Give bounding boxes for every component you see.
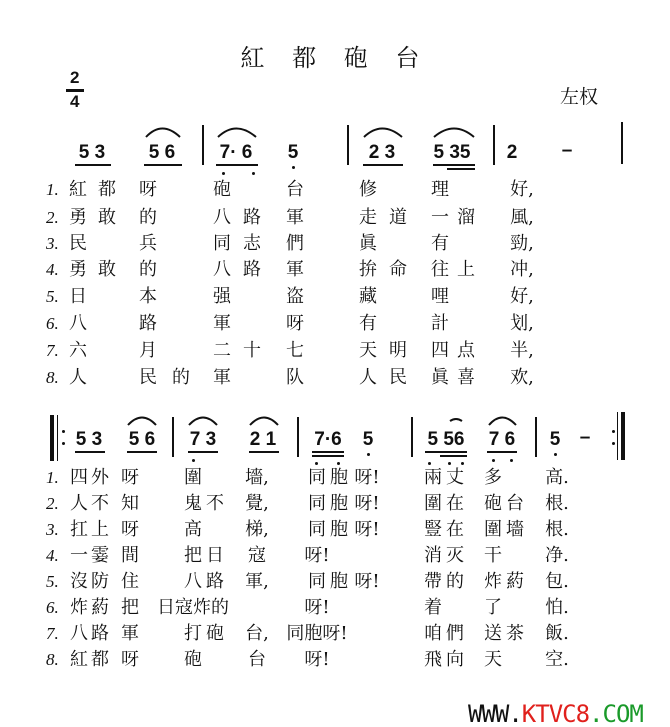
lyric-syllable: 包.	[545, 571, 569, 592]
watermark-com: .COM	[589, 700, 643, 727]
lyric-syllable: 台	[286, 179, 304, 200]
lyric-syllable: 呀!	[354, 519, 380, 540]
lyric-syllable: 茶	[506, 623, 524, 644]
lyric-syllable: 眞	[359, 233, 377, 254]
lyric-syllable: 的	[172, 367, 190, 388]
lyric-syllable: 净.	[545, 545, 569, 566]
lyric-syllable: 人	[69, 367, 87, 388]
lyric-syllable: 紅	[69, 179, 87, 200]
lyric-syllable: 好,	[510, 286, 534, 307]
time-sig-bottom: 4	[70, 92, 80, 111]
note-group: 5 6	[128, 429, 156, 450]
lyric-syllable: 軍	[121, 623, 139, 644]
note-group: 7· 6	[219, 142, 253, 163]
lyric-syllable: 根.	[545, 493, 569, 514]
lyric-syllable: 炸	[70, 597, 88, 618]
lyric-syllable: 多	[484, 467, 502, 488]
note: 2	[506, 142, 518, 163]
lyric-syllable: 的	[139, 259, 157, 280]
lyric-syllable: 外	[91, 467, 109, 488]
lyric-syllable: 同	[308, 493, 326, 514]
lyric-syllable: 眞	[431, 367, 449, 388]
lyric-syllable: 們	[286, 233, 304, 254]
lyric-syllable: 本	[139, 286, 157, 307]
watermark-logo	[468, 700, 643, 727]
verse-number: 4.	[46, 260, 59, 279]
note-group: 7 3	[189, 429, 217, 450]
lyric-syllable: 軍	[213, 313, 231, 334]
note-group: 5 3	[78, 142, 106, 163]
lyric-syllable: 鬼	[184, 493, 202, 514]
slur	[146, 129, 180, 138]
lyric-syllable: 台,	[245, 623, 269, 644]
lyric-syllable: 風,	[510, 207, 534, 228]
lyric-syllable: 八	[69, 313, 87, 334]
note: 5	[287, 142, 299, 163]
lyric-syllable: 一	[70, 545, 88, 566]
lyric-syllable: 冲,	[510, 259, 534, 280]
lyric-syllable: 都	[98, 179, 116, 200]
lyric-syllable: 呀	[286, 313, 304, 334]
lyric-syllable: 梯,	[245, 519, 269, 540]
note-group: 2 3	[368, 142, 396, 163]
lyric-syllable: 軍	[286, 259, 304, 280]
lyric-syllable: 人	[359, 367, 377, 388]
lyric-syllable: 道	[389, 207, 407, 228]
lyric-syllable: 呀!	[304, 545, 330, 566]
lyric-syllable: 呀!	[304, 597, 330, 618]
verse-number: 3.	[46, 234, 59, 253]
lyric-syllable: 同	[308, 571, 326, 592]
lyric-syllable: 欢,	[510, 367, 534, 388]
lyric-syllable: 計	[431, 313, 449, 334]
verse-number: 5.	[46, 572, 59, 591]
lyric-syllable: 灭	[446, 545, 464, 566]
lyric-syllable: 呀	[139, 179, 157, 200]
lyric-syllable: 知	[121, 493, 139, 514]
lyric-syllable: 民	[69, 233, 87, 254]
lyric-syllable: 敢	[98, 259, 116, 280]
lyric-syllable: 呀	[121, 467, 139, 488]
lyric-syllable: 台	[506, 493, 524, 514]
lyric-syllable: 二	[213, 340, 231, 361]
verse-number: 2.	[46, 208, 59, 227]
lyric-syllable: 路	[243, 259, 261, 280]
lyric-syllable: 根.	[545, 519, 569, 540]
lyric-syllable: 天	[359, 340, 377, 361]
lyric-syllable: 向	[446, 649, 464, 670]
lyric-syllable: 喜	[457, 367, 475, 388]
slur	[189, 418, 217, 426]
lyric-syllable: 的	[446, 571, 464, 592]
lyric-syllable: 軍,	[245, 571, 269, 592]
lyric-syllable: 胞	[330, 493, 348, 514]
lyric-syllable: 兵	[139, 233, 157, 254]
lyric-syllable: 高.	[545, 467, 569, 488]
lyric-syllable: 上	[457, 259, 475, 280]
lyric-syllable: 呀	[121, 519, 139, 540]
lyric-syllable: 住	[121, 571, 139, 592]
watermark-www: WWW.	[468, 700, 522, 727]
lyric-syllable: 扛	[70, 519, 88, 540]
note-group: 5 6	[148, 142, 176, 163]
lyric-syllable: 八	[70, 623, 88, 644]
note: 5	[549, 429, 561, 450]
lyric-syllable: 路	[243, 207, 261, 228]
lyric-syllable: 消	[424, 545, 442, 566]
lyric-syllable: 台	[248, 649, 266, 670]
song-title: 紅 都 砲 台	[240, 44, 430, 72]
lyric-syllable: 八	[213, 259, 231, 280]
lyric-syllable: 覺,	[245, 493, 269, 514]
slur	[364, 129, 402, 138]
lyric-syllable: 兩	[424, 467, 442, 488]
verse-number: 5.	[46, 287, 59, 306]
verse-number: 8.	[46, 368, 59, 387]
verse-number: 3.	[46, 520, 59, 539]
lyric-syllable: 怕.	[545, 597, 569, 618]
note-group: 5 3	[75, 429, 103, 450]
note-group: 7·6	[314, 429, 342, 450]
lyric-syllable: 把	[121, 597, 139, 618]
lyric-syllable: 都	[91, 649, 109, 670]
lyric-syllable: 呀!	[354, 571, 380, 592]
lyric-syllable: 間	[121, 545, 139, 566]
lyric-syllable: 上	[91, 519, 109, 540]
lyric-syllable: 队	[286, 367, 304, 388]
verse-number: 4.	[46, 546, 59, 565]
note-group: 2 1	[249, 429, 277, 450]
lyric-syllable: 的	[139, 207, 157, 228]
slur	[250, 418, 278, 426]
lyric-syllable: 圍	[484, 519, 502, 540]
lyric-syllable: 哩	[431, 286, 449, 307]
lyric-syllable: 圍	[184, 467, 202, 488]
lyric-syllable: 防	[91, 571, 109, 592]
lyric-syllable: 呀!	[304, 649, 330, 670]
lyric-syllable: 勇	[69, 207, 87, 228]
lyric-syllable: 六	[69, 340, 87, 361]
dash: –	[561, 140, 573, 161]
lyric-syllable: 咱	[424, 623, 442, 644]
lyric-syllable: 砲	[206, 623, 224, 644]
lyric-syllable: 月	[139, 340, 157, 361]
verse-number: 7.	[46, 624, 59, 643]
lyric-syllable: 炸	[484, 571, 502, 592]
lyric-syllable: 天	[484, 649, 502, 670]
lyric-syllable: 軍	[213, 367, 231, 388]
lyric-syllable: 明	[389, 340, 407, 361]
lyric-syllable: 圍	[424, 493, 442, 514]
note: 5	[362, 429, 374, 450]
slur	[489, 418, 516, 426]
verse-number: 7.	[46, 341, 59, 360]
lyric-syllable: 日寇炸的	[157, 597, 229, 618]
lyric-syllable: 同	[213, 233, 231, 254]
lyric-syllable: 打	[184, 623, 202, 644]
lyric-syllable: 半,	[510, 340, 534, 361]
lyric-syllable: 走	[359, 207, 377, 228]
lyric-syllable: 在	[446, 493, 464, 514]
lyric-syllable: 路	[139, 313, 157, 334]
lyric-syllable: 民	[389, 367, 407, 388]
lyric-syllable: 勁,	[510, 233, 534, 254]
lyric-syllable: 胞	[330, 467, 348, 488]
slur	[450, 419, 462, 421]
lyric-syllable: 四	[70, 467, 88, 488]
lyric-syllable: 豎	[424, 519, 442, 540]
lyric-syllable: 路	[91, 623, 109, 644]
verse-number: 1.	[46, 180, 59, 199]
lyric-syllable: 砲	[484, 493, 502, 514]
lyric-syllable: 八	[213, 207, 231, 228]
lyric-syllable: 溜	[457, 207, 475, 228]
lyric-syllable: 命	[389, 259, 407, 280]
lyric-syllable: 民	[139, 367, 157, 388]
watermark-brand: KTVC8	[521, 700, 590, 727]
lyric-syllable: 敢	[98, 207, 116, 228]
note-group: 7 6	[488, 429, 516, 450]
lyric-syllable: 寇	[248, 545, 266, 566]
lyric-syllable: 不	[91, 493, 109, 514]
lyric-syllable: 十	[243, 340, 261, 361]
lyric-syllable: 軍	[286, 207, 304, 228]
slur	[434, 129, 474, 138]
verse-number: 2.	[46, 494, 59, 513]
lyric-syllable: 送	[484, 623, 502, 644]
lyric-syllable: 人	[70, 493, 88, 514]
lyric-syllable: 砲	[184, 649, 202, 670]
verse-number: 6.	[46, 598, 59, 617]
lyric-syllable: 修	[359, 179, 377, 200]
lyric-syllable: 高	[184, 519, 202, 540]
lyric-syllable: 呀	[121, 649, 139, 670]
lyric-syllable: 紅	[70, 649, 88, 670]
note-group: 5 35	[433, 142, 471, 163]
lyric-syllable: 路	[206, 571, 224, 592]
lyric-syllable: 呀!	[354, 493, 380, 514]
lyric-syllable: 强	[213, 286, 231, 307]
lyric-syllable: 飯.	[545, 623, 569, 644]
lyric-syllable: 有	[359, 313, 377, 334]
lyric-syllable: 拚	[359, 259, 377, 280]
lyric-syllable: 葯	[506, 571, 524, 592]
lyric-syllable: 有	[431, 233, 449, 254]
lyric-syllable: 勇	[69, 259, 87, 280]
lyric-syllable: 着	[424, 597, 442, 618]
lyric-syllable: 丈	[446, 467, 464, 488]
lyric-syllable: 飛	[424, 649, 442, 670]
note-group: 5 56	[427, 429, 465, 450]
lyric-syllable: 日	[206, 545, 224, 566]
lyric-syllable: 理	[431, 179, 449, 200]
slur	[218, 129, 256, 138]
lyric-syllable: 們	[446, 623, 464, 644]
lyric-syllable: 干	[484, 545, 502, 566]
lyric-syllable: 藏	[359, 286, 377, 307]
verse-number: 6.	[46, 314, 59, 333]
lyric-syllable: 日	[69, 286, 87, 307]
lyric-syllable: 葯	[91, 597, 109, 618]
lyric-syllable: 同胞呀!	[286, 623, 348, 644]
lyric-syllable: 把	[184, 545, 202, 566]
lyric-syllable: 砲	[213, 179, 231, 200]
lyric-syllable: 墻,	[245, 467, 269, 488]
slur	[128, 418, 156, 426]
dash: –	[579, 427, 591, 448]
lyric-syllable: 在	[446, 519, 464, 540]
lyric-syllable: 同	[308, 519, 326, 540]
lyric-syllable: 不	[206, 493, 224, 514]
lyric-syllable: 沒	[70, 571, 88, 592]
lyric-syllable: 空.	[545, 649, 569, 670]
lyric-syllable: 霎	[91, 545, 109, 566]
lyric-syllable: 盗	[286, 286, 304, 307]
lyric-syllable: 划,	[510, 313, 534, 334]
verse-number: 1.	[46, 468, 59, 487]
lyric-syllable: 帶	[424, 571, 442, 592]
lyric-syllable: 四	[431, 340, 449, 361]
lyric-syllable: 七	[286, 340, 304, 361]
time-sig-top: 2	[70, 68, 80, 87]
lyric-syllable: 点	[457, 340, 475, 361]
lyric-syllable: 往	[431, 259, 449, 280]
lyric-syllable: 同	[308, 467, 326, 488]
composer: 左权	[560, 86, 599, 108]
lyric-syllable: 胞	[330, 519, 348, 540]
lyric-syllable: 一	[431, 207, 449, 228]
verse-number: 8.	[46, 650, 59, 669]
lyric-syllable: 胞	[330, 571, 348, 592]
lyric-syllable: 好,	[510, 179, 534, 200]
lyric-syllable: 呀!	[354, 467, 380, 488]
lyric-syllable: 墻	[506, 519, 524, 540]
lyric-syllable: 志	[243, 233, 261, 254]
lyric-syllable: 八	[184, 571, 202, 592]
lyric-syllable: 了	[484, 597, 502, 618]
